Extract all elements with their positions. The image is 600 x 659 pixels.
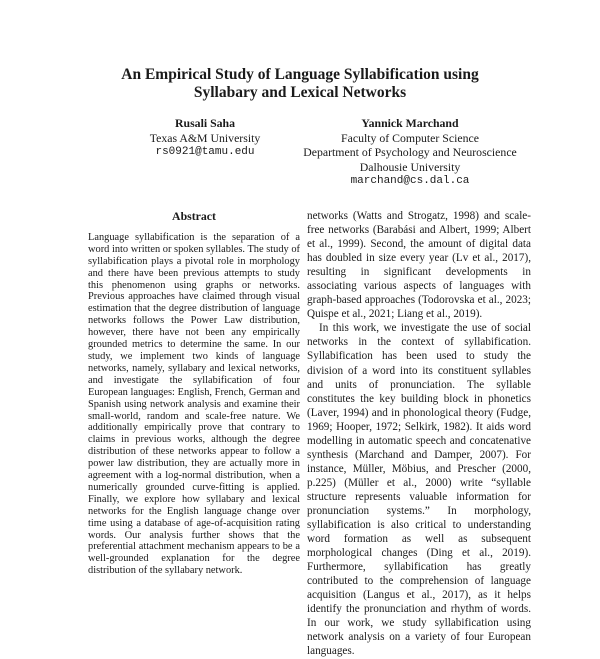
author-name: Yannick Marchand	[361, 116, 459, 130]
abstract-heading: Abstract	[172, 209, 216, 223]
author-affiliation: Department of Psychology and Neuroscience	[303, 145, 517, 159]
author-affiliation: Dalhousie University	[359, 159, 461, 174]
body-paragraph: networks (Watts and Strogatz, 1998) and scale-free networks (Barabási and Albert, 1999; Albert et al., 1999). Second, the amount of digital data has doubled in size every year (Lv et al., 2017), resulting in significant developments in associating various aspects of languages with graph-based approaches (Todorovska et al., 2023; Quispe et al., 2021; Liang et al., 2019).	[307, 210, 531, 321]
title-line: An Empirical Study of Language Syllabification using	[121, 66, 479, 83]
author-name: Rusali Saha	[175, 116, 235, 130]
paper-title	[0, 66, 600, 102]
author-block	[280, 116, 540, 189]
author-block	[100, 116, 310, 160]
body-paragraph: In this work, we investigate the use of social networks in the context of syllabification. Syllabification has been used to study the division of a word into its constituent syllables and units of pronunciation. The syllable constitutes the key building block in phonetics (Laver, 1994) and in phonological theory (Fudge, 1969; Hooper, 1972; Selkirk, 1982). It aids word modelling in automatic speech and concatenative synthesis (Marchand and Damper, 2007). For instance, Müller, Möbius, and Prescher (2000, p.225) (Müller et al., 2000) write “syllable structure represents valuable information for pronunciation systems.” In morphology, syllabification is also critical to understanding word formation as well as subsequent morphological changes (Ding et al., 2019). Furthermore, syllabification has greatly contributed to the comprehension of language acquisition (Langus et al., 2017), as it helps identify the pronunciation and rhythm of words. In our work, we study syllabification using network analysis on a variety of four European languages.	[307, 322, 531, 658]
author-email: rs0921@tamu.edu	[155, 146, 255, 158]
title-line: Syllabary and Lexical Networks	[193, 84, 407, 101]
right-column	[307, 209, 531, 659]
author-affiliation: Texas A&M University	[149, 130, 261, 145]
left-column	[88, 211, 300, 577]
author-email: marchand@cs.dal.ca	[350, 175, 470, 187]
author-affiliation: Faculty of Computer Science	[341, 130, 479, 145]
abstract-text: Language syllabification is the separation of a word into written or spoken syllables. The study of syllabification plays a pivotal role in morphology and there have been previous attempts to study this phenomenon using graphs or networks. Previous approaches have claimed through visual estimation that the degree distribution of language networks follows the Power Law distribution, however, there have not been any empirically grounded metrics to determine the same. In our study, we implement two kinds of language networks, namely, syllabary and lexical networks, and investigate the syllabification of four European languages: English, French, German and Spanish using network analysis and examine their small-world, random and scale-free nature. We additionally empirically prove that contrary to claims in previous works, although the degree distribution of these networks appear to follow a power law distribution, they are actually more in agreement with a log-normal distribution, when a numerically grounded curve-fitting is applied. Finally, we explore how syllabary and lexical networks for the English language change over time using a database of age-of-acquisition rating words. Our analysis further shows that the preferential attachment mechanism appears to be a well-grounded explanation for the degree distribution of the syllabary network.	[88, 231, 300, 577]
